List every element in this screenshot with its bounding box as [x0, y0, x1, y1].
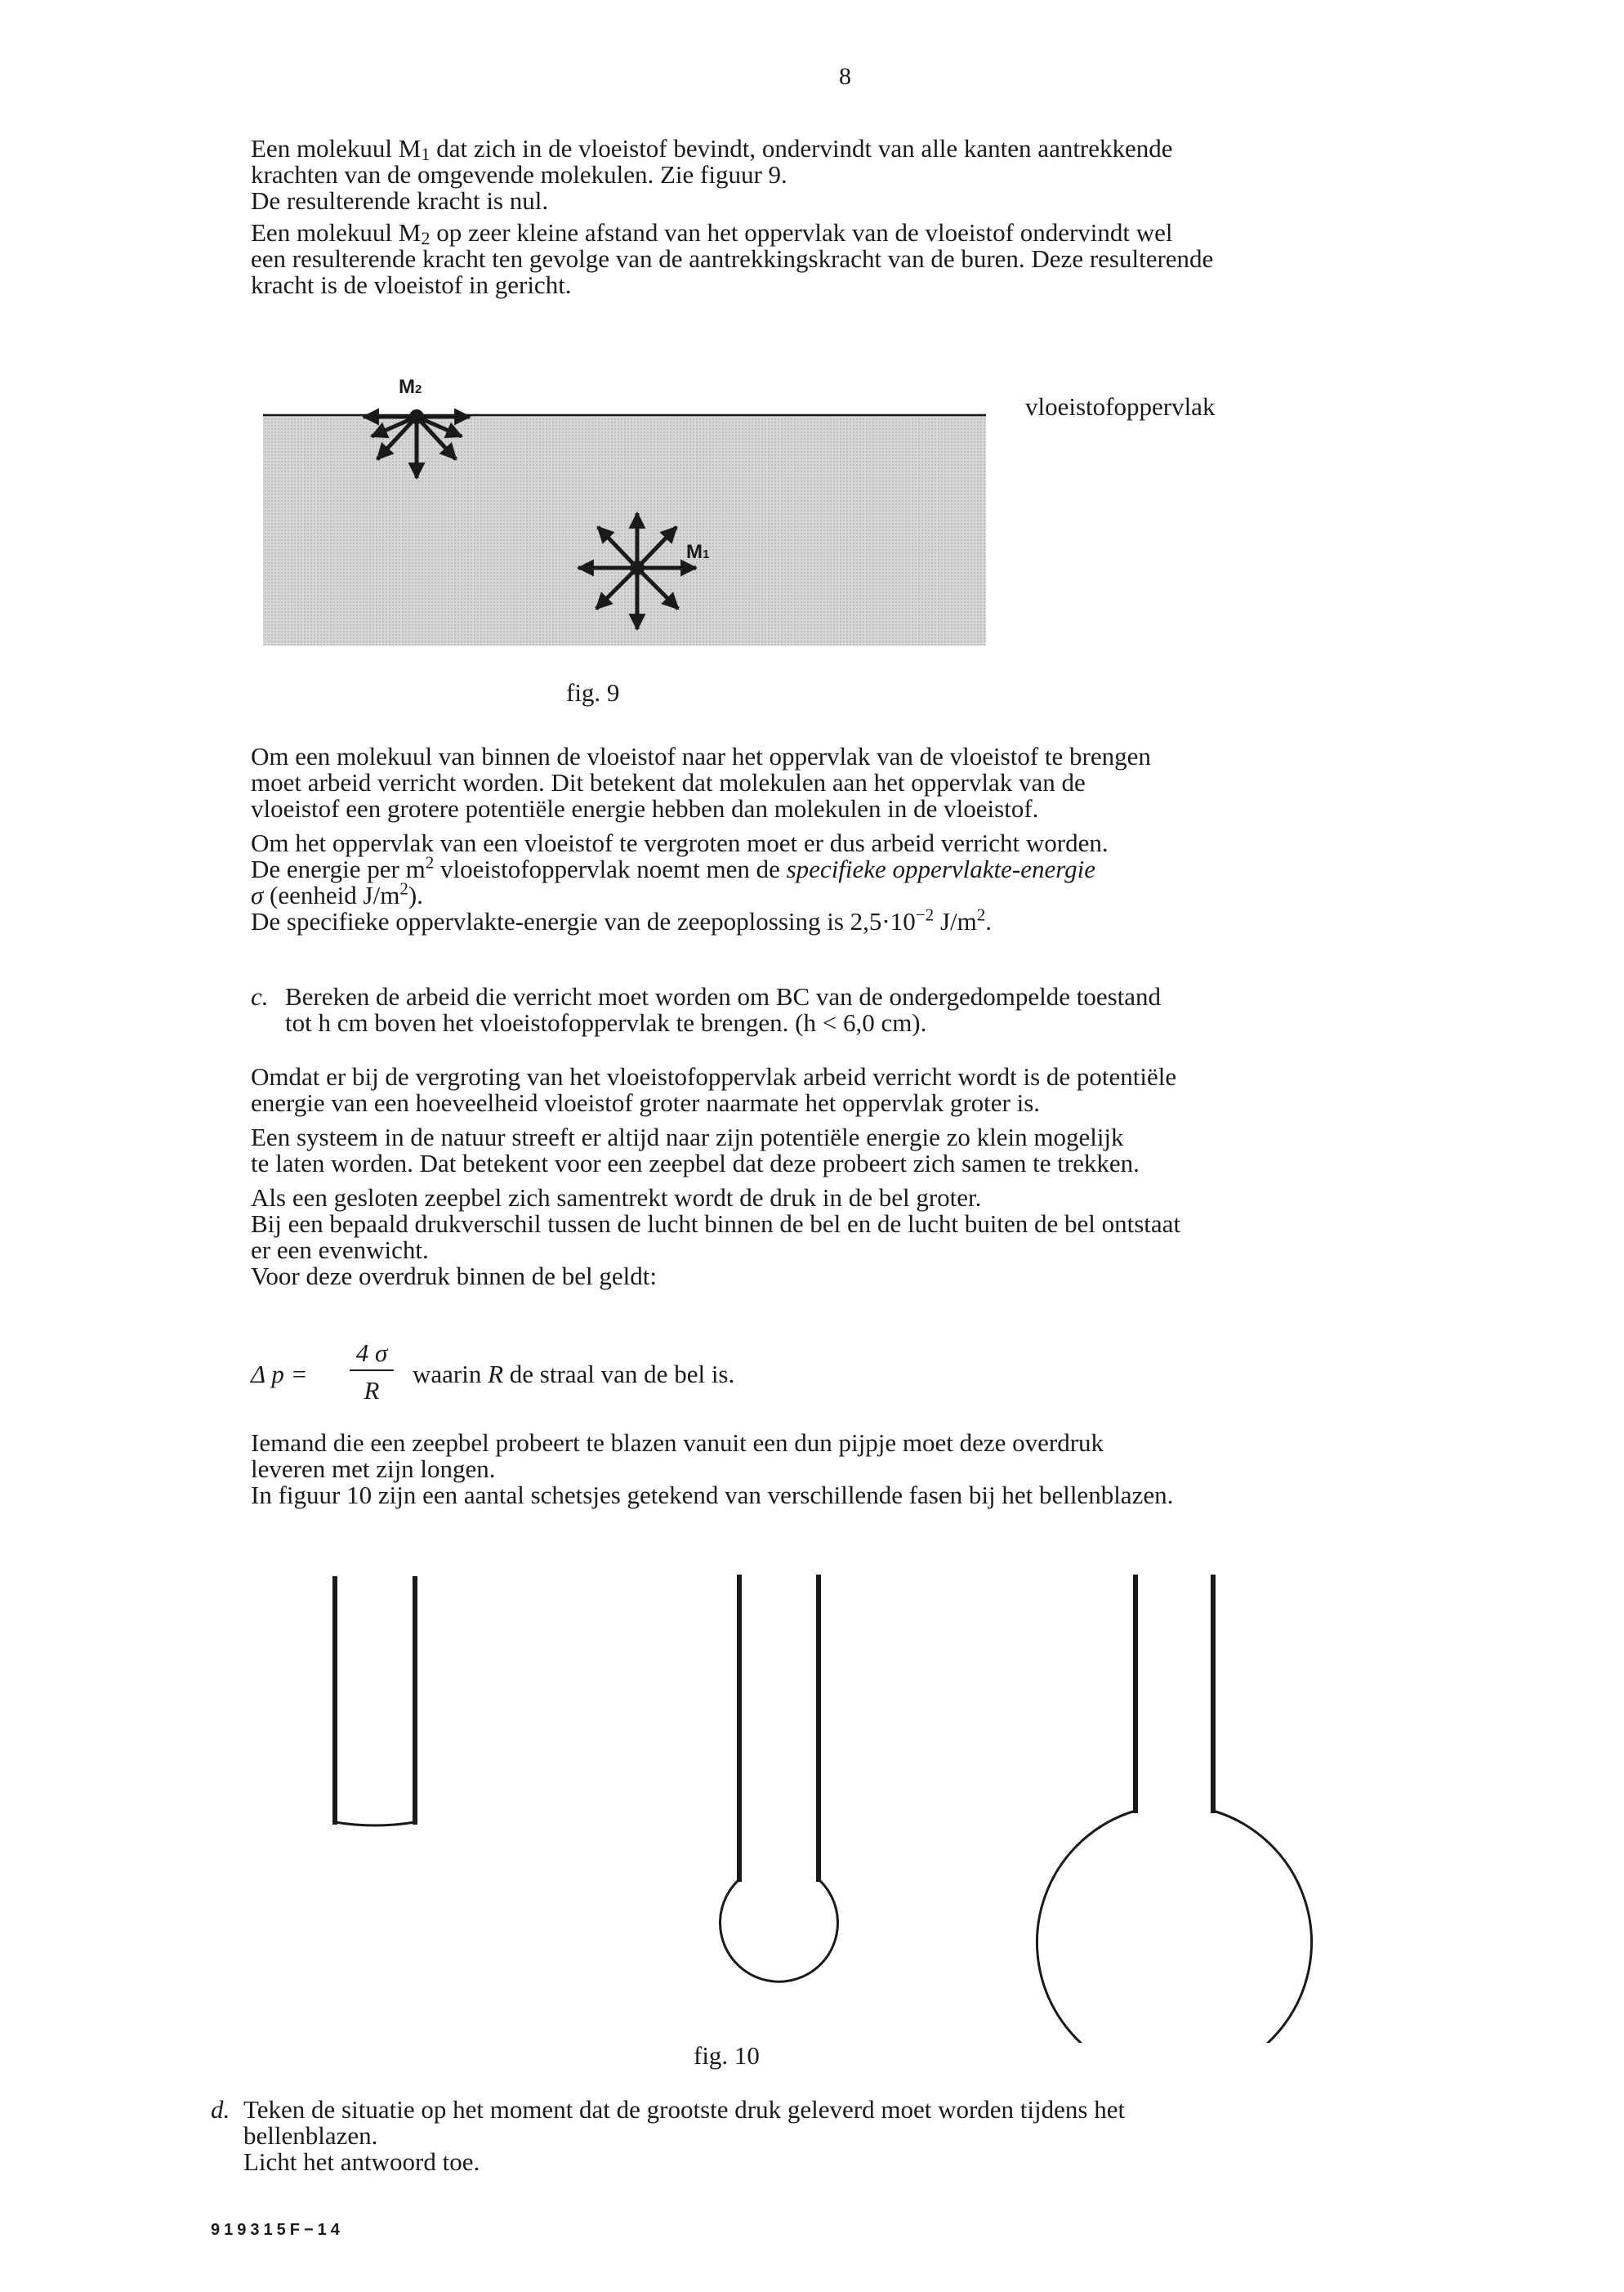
text-line: Om een molekuul van binnen de vloeistof naar het oppervlak van de vloeistof te brengen [251, 742, 1151, 771]
text-line: Bij een bepaald drukverschil tussen de lucht binnen de bel en de lucht buiten de bel ontstaat [251, 1209, 1181, 1238]
lower-paragraphs [251, 1064, 1525, 1289]
intro-line: Een molekuul M2 op zeer kleine afstand van het oppervlak van de vloeistof ondervindt wel [251, 218, 1173, 249]
intro-line: een resulterende kracht ten gevolge van de aantrekkingskracht van de buren. Deze resulterende [251, 244, 1214, 273]
text-line: te laten worden. Dat betekent voor een zeepbel dat deze probeert zich samen te trekken. [251, 1149, 1140, 1177]
intro-line: Een molekuul M1 dat zich in de vloeistof bevindt, ondervindt van alle kanten aantrekkende [251, 134, 1173, 165]
m1-label: M1 [686, 541, 710, 563]
surface-label: vloeistofoppervlak [1025, 392, 1216, 421]
text-line: leveren met zijn longen. [251, 1454, 496, 1483]
formula-text: waarin R de straal van de bel is. [413, 1360, 735, 1388]
formula-lhs: Δ p = [251, 1360, 308, 1388]
figure-9-diagram [0, 0, 1624, 735]
intro-line: krachten van de omgevende molekulen. Zie figuur 9. [251, 160, 787, 189]
text-line: Omdat er bij de vergroting van het vloeistofoppervlak arbeid verricht wordt is de potentiële [251, 1062, 1177, 1091]
text-line: Om het oppervlak van een vloeistof te vergroten moet er dus arbeid verricht worden. [251, 829, 1109, 857]
formula-numerator: 4 σ [355, 1338, 388, 1367]
tube-flat-film [335, 1579, 415, 1825]
question-d-letter: d. [211, 2095, 230, 2124]
intro-line: De resulterende kracht is nul. [251, 186, 549, 215]
text-line: vloeistof een grotere potentiële energie hebben dan molekulen in de vloeistof. [251, 794, 1039, 823]
text-line: Iemand die een zeepbel probeert te blazen vanuit een dun pijpje moet deze overdruk [251, 1428, 1104, 1457]
formula-denominator: R [364, 1376, 380, 1405]
text-line: In figuur 10 zijn een aantal schetsjes getekend van verschillende fasen bij het bellenblazen. [251, 1481, 1174, 1509]
fraction-bar [350, 1369, 394, 1371]
m2-label: M2 [399, 376, 422, 398]
text-line: moet arbeid verricht worden. Dit betekent dat molekulen aan het oppervlak van de [251, 768, 1086, 797]
question-c-line: Bereken de arbeid die verricht moet worden om BC van de ondergedompelde toestand [285, 982, 1162, 1011]
text-line: er een evenwicht. [251, 1235, 429, 1264]
footer-code: 919315F−14 [211, 2221, 344, 2239]
tube-large-bubble [1037, 1577, 1311, 2043]
intro-line: kracht is de vloeistof in gericht. [251, 270, 572, 299]
tube-small-bubble [720, 1577, 837, 1981]
question-d-line: bellenblazen. [243, 2121, 378, 2150]
fig10-caption: fig. 10 [694, 2041, 760, 2070]
question-d-line: Licht het antwoord toe. [243, 2147, 480, 2176]
text-line: σ (eenheid $J/m^2$). [251, 878, 423, 909]
text-line: Als een gesloten zeepbel zich samentrekt wordt de druk in de bel groter. [251, 1183, 982, 1212]
page-number: 8 [839, 63, 851, 90]
question-d-line: Teken de situatie op het moment dat de grootste druk geleverd moet worden tijdens het [243, 2095, 1126, 2124]
bubble-paragraph [251, 1430, 1525, 1508]
fig9-caption: fig. 9 [566, 678, 620, 707]
text-line: energie van een hoeveelheid vloeistof groter naarmate het oppervlak groter is. [251, 1088, 1041, 1117]
text-line: Voor deze overdruk binnen de bel geldt: [251, 1262, 657, 1290]
middle-paragraphs [251, 744, 1525, 935]
text-line: Een systeem in de natuur streeft er altijd naar zijn potentiële energie zo klein mogelijk [251, 1123, 1124, 1151]
question-c-letter: c. [251, 982, 269, 1011]
text-line: De energie per $m^2$ vloeistofoppervlak noemt men de specifieke oppervlakte-energie [251, 852, 1096, 883]
liquid-region [263, 415, 986, 646]
text-line: De specifieke oppervlakte-energie van de zeepoplossing is $2,5\cdot 10^{-2}$ $J/m^2$. [251, 905, 993, 936]
question-c-line: tot h cm boven het vloeistofoppervlak te brengen. (h < 6,0 cm). [285, 1008, 927, 1037]
figure-10-diagram [0, 1553, 1624, 2043]
